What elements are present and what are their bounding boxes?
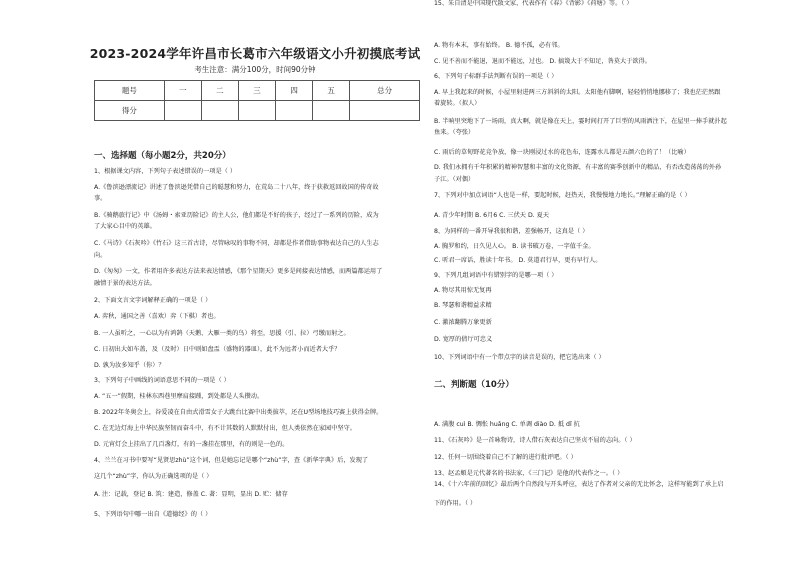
- question-line: B. 半响里突地下了一场雨，真大啊，就是像在天上，霎时间打开了巨型的风雨洒注下，在屋里一捧手就扑起: [434, 118, 727, 125]
- section-heading-choice: 一、选择题（每小题2分，共20分）: [94, 151, 231, 161]
- score-table-header-row: [95, 81, 420, 101]
- score-input-cell: [238, 101, 275, 121]
- question-line: 鱼来。（夸张）: [434, 129, 475, 136]
- question-line: 10、下列词语中有一个带点字的读音是误的，把它选出来（ ）: [434, 354, 605, 361]
- question-line: B. 2022年冬奥会上，谷爱凌在自由式滑雪女子大跳台比赛中出类拔萃，还在U型场地技巧赛上获得金牌。: [94, 409, 383, 416]
- question-line: C.《马诗》《石灰吟》《竹石》这三首古诗，尽管咏叹的事物不同，却都是作者借助事物表达自己的人生志: [94, 240, 379, 247]
- question-line: A. 物有本末，事有始终。 B. 德不孤，必有邻。: [434, 42, 564, 49]
- score-input-cell: [201, 101, 238, 121]
- right-page: [432, 0, 768, 562]
- question-line: C. 见不善而不能退，退而不能远，过也。 D. 搞篾大于不知足，咎莫大于欲得。: [434, 58, 651, 65]
- question-line: 下的作用。（ ）: [434, 500, 477, 507]
- question-line: 12、任何一切围绕着自己不了解的进行批评吧。（ ）: [434, 454, 577, 461]
- question-line: A. 满腹 cuì B. 惆怅 huǎng C. 单调 diào D. 抵 dǐ 抗: [434, 421, 580, 428]
- question-line: D. 宽厚的倩厅可忠义: [434, 336, 493, 343]
- question-line: A. 胸罗和约，日久见人心。 B. 读书破万卷，一字值千金。: [434, 243, 595, 250]
- left-page: [88, 0, 422, 562]
- question-line: 这几个“zhù”字，你认为正确选项的是（ ）: [94, 473, 213, 480]
- question-line: 8、为同样的一番开导我很和谐，差强畅开，这真是（ ）: [434, 228, 589, 235]
- question-line: 1、根据课文内容，下列句子表述错误的一项是（ ）: [94, 168, 237, 175]
- question-line: 向。: [94, 252, 107, 259]
- question-line: A. 早上我起来的时候，小屋里射进两三方斜斜的太阳。太阳他有脚啊，轻轻悄悄地挪移了；我也茫茫然跟: [434, 89, 721, 96]
- question-line: B.《骑鹅旅行记》中《汤姆・索亚历险记》的主人公，他们都是不好的孩子，经过了一系列的历险，成为: [94, 212, 379, 219]
- question-line: 3、下列句子中画线的词语意思不同的一项是（ ）: [94, 377, 230, 384]
- score-table-cell: 二: [201, 81, 238, 101]
- score-table: [94, 80, 420, 121]
- question-line: C. 激浓翻腾万象更新: [434, 319, 492, 326]
- question-line: C. 听君一席话，胜读十年书。 D. 莫道君行早，更有早行人。: [434, 257, 602, 264]
- question-line: 子江。（对偶）: [434, 176, 475, 183]
- score-table-cell: 总分: [350, 81, 420, 101]
- score-input-cell: [164, 101, 201, 121]
- score-input-cell: [350, 101, 420, 121]
- question-line: C. 日初出大如车盖，及（及时）日中则如盘盂（盛物的器皿），此不为远者小而近者大乎？: [94, 346, 341, 353]
- question-line: 7、下列对中加点词语“人也是一样，要起时候，赶热天，我慢慢地力地长。”理解正确的是（ ）: [434, 192, 691, 199]
- question-line: A. 物尽其用惊无复再: [434, 287, 492, 294]
- question-line: 15、朱自清是中国现代散文家，代表作有《春》《背影》《荷塘》等。（ ）: [434, 0, 633, 7]
- score-table-cell: 五: [313, 81, 350, 101]
- score-input-cell: [313, 101, 350, 121]
- question-line: 6、下列句子标群手法判断有误的一项是（ ）: [434, 73, 558, 80]
- question-line: A. 注：记载，登记 B. 筑：建造，修盖 C. 著：显明，显出 D. 贮：储存: [94, 491, 288, 498]
- question-line: D. 我们永拥有千年积累的精神智慧和丰富的文化资源，有丰富的赛季创新中的精品，有否改造荡荡的外孙: [434, 164, 722, 171]
- page-title: 2023-2024学年许昌市长葛市六年级语文小升初摸底考试: [89, 46, 421, 61]
- question-line: 14、《十六年前的回忆》最后两个自然段与开头呼应，表达了作者对父亲的无比怀念，这样写能到了承上启: [434, 481, 724, 488]
- question-line: 事。: [94, 195, 107, 202]
- question-line: 9、下列几组词语中有错别字的是哪一项（ ）: [434, 272, 558, 279]
- question-line: 4、兰兰在习书中要写“见贤思zhù”这个词，但是她忘记是哪个“zhù”字，查《新华字典》后，发现了: [94, 457, 369, 464]
- question-line: 了大家心目中的英雄。: [94, 223, 156, 230]
- question-line: D.《匆匆》一文，作者用许多表达方法来表达情感，《那个星期天》更多是间接表达情感，而两篇都运用了: [94, 268, 383, 275]
- question-line: A. “五一”假期，桂林东西巷里摩肩接踵，到处都是人头攒动。: [94, 393, 264, 400]
- question-line: A. 青少年时期 B. 6月6 C. 三伏天 D. 夏天: [434, 212, 550, 219]
- question-line: D. 孰为汝多知乎（你）？: [94, 362, 165, 369]
- question-line: B. 琴瑟和谐精益求精: [434, 302, 492, 309]
- exam-note: 考生注意：满分100分，时间90分钟: [194, 65, 316, 74]
- section-heading-judge: 二、判断题（10分）: [434, 380, 514, 390]
- question-line: B. 一人虽听之，一心以为有鸿鹄（天鹅、大雁一类的鸟）将至，思援（引、拉）弓缴而射之。: [94, 330, 350, 337]
- question-line: 5、下列语句中哪一出自《道德经》的（ ）: [94, 511, 212, 518]
- question-line: D. 元宵灯会上挂出了几百盏灯，有的一盏挂在那里，有的则是一色的。: [94, 441, 289, 448]
- score-table-cell: 题号: [95, 81, 165, 101]
- question-line: A.《鲁滨逊漂流记》讲述了鲁滨逊凭借自己的聪慧和努力，在荒岛二十八年，终于获救返回故国的传奇故: [94, 184, 379, 191]
- question-line: C. 雨后的草甸野花竞争放，像一块刚浸过水的花色布，连露水儿都是五颜六色的了！（比喻）: [434, 149, 690, 156]
- question-line: 11、《石灰吟》是一首咏物诗，诗人借石灰表达自己坚贞不屈的志向。（ ）: [434, 437, 636, 444]
- score-table-cell: 三: [238, 81, 275, 101]
- question-line: 13、赵孟頫是元代著名的书法家，《三门记》是他的代表作之一。（ ）: [434, 470, 624, 477]
- question-line: 2、下面文言文字词解释正确的一项是（ ）: [94, 297, 212, 304]
- question-line: 着旋转。（拟人）: [434, 100, 481, 107]
- question-line: C. 在无边灯海上中华民族坚韧而奋斗中，有不计其数的人默默付出，但人类依然在家园中坚守。: [94, 425, 356, 432]
- score-input-cell: [276, 101, 313, 121]
- score-table-score-row: [95, 101, 420, 121]
- score-table-cell: 四: [276, 81, 313, 101]
- score-table-cell: 一: [164, 81, 201, 101]
- question-line: 融情于景的表达方法。: [94, 280, 156, 287]
- score-table-cell: 得分: [95, 101, 165, 121]
- question-line: A. 弈秋，通国之善（喜欢）弈（下棋）者也。: [94, 313, 220, 320]
